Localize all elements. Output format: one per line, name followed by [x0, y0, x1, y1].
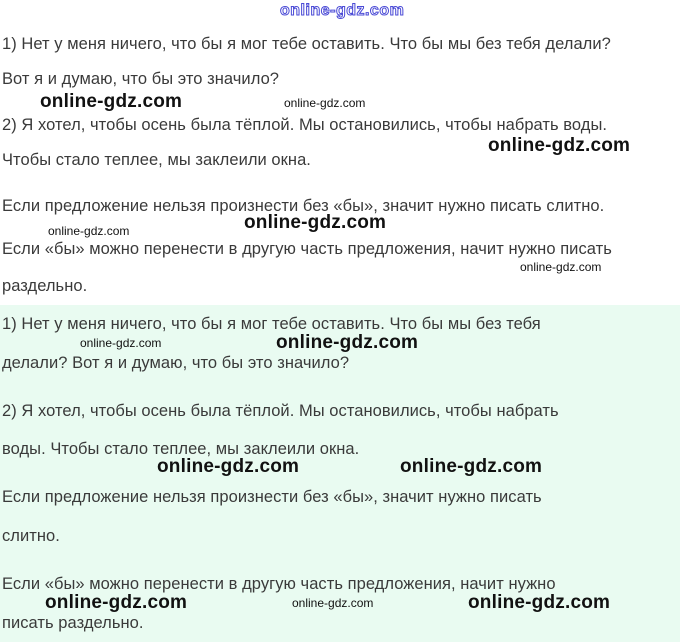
watermark: online-gdz.com [488, 135, 631, 156]
text-line: воды. Чтобы стало теплее, мы заклеили окна. [2, 440, 360, 458]
watermark: online-gdz.com [400, 456, 543, 477]
watermark: online-gdz.com [520, 260, 602, 274]
text-line: 1) Нет у меня ничего, что бы я мог тебе оставить. Что бы мы без тебя [2, 315, 541, 333]
text-line: Если предложение нельзя произнести без «бы», значит нужно писать [2, 488, 542, 506]
text-line: Вот я и думаю, что бы это значило? [2, 70, 280, 88]
text-line: раздельно. [2, 277, 88, 295]
watermark: online-gdz.com [468, 592, 611, 613]
text-line: 2) Я хотел, чтобы осень была тёплой. Мы остановились, чтобы набрать воды. [2, 116, 608, 134]
text-line: слитно. [2, 527, 60, 545]
text-line: Если предложение нельзя произнести без «бы», значит нужно писать слитно. [2, 197, 605, 215]
text-line: писать раздельно. [2, 614, 144, 632]
watermark: online-gdz.com [80, 336, 162, 350]
watermark: online-gdz.com [292, 596, 374, 610]
text-line: Если «бы» можно перенести в другую часть предложения, начит нужно [2, 575, 556, 593]
watermark: online-gdz.com [157, 456, 300, 477]
watermark: online-gdz.com [40, 91, 183, 112]
text-line: 2) Я хотел, чтобы осень была тёплой. Мы остановились, чтобы набрать [2, 402, 559, 420]
text-line: 1) Нет у меня ничего, что бы я мог тебе оставить. Что бы мы без тебя делали? [2, 35, 611, 53]
watermark: online-gdz.com [284, 96, 366, 110]
watermark-top: online-gdz.com [280, 2, 405, 19]
text-line: Чтобы стало теплее, мы заклеили окна. [2, 151, 311, 169]
text-line: Если «бы» можно перенести в другую часть предложения, начит нужно писать [2, 240, 612, 258]
watermark: online-gdz.com [48, 224, 130, 238]
watermark: online-gdz.com [244, 212, 387, 233]
watermark: online-gdz.com [45, 592, 188, 613]
watermark: online-gdz.com [276, 332, 419, 353]
text-line: делали? Вот я и думаю, что бы это значило? [2, 354, 350, 372]
